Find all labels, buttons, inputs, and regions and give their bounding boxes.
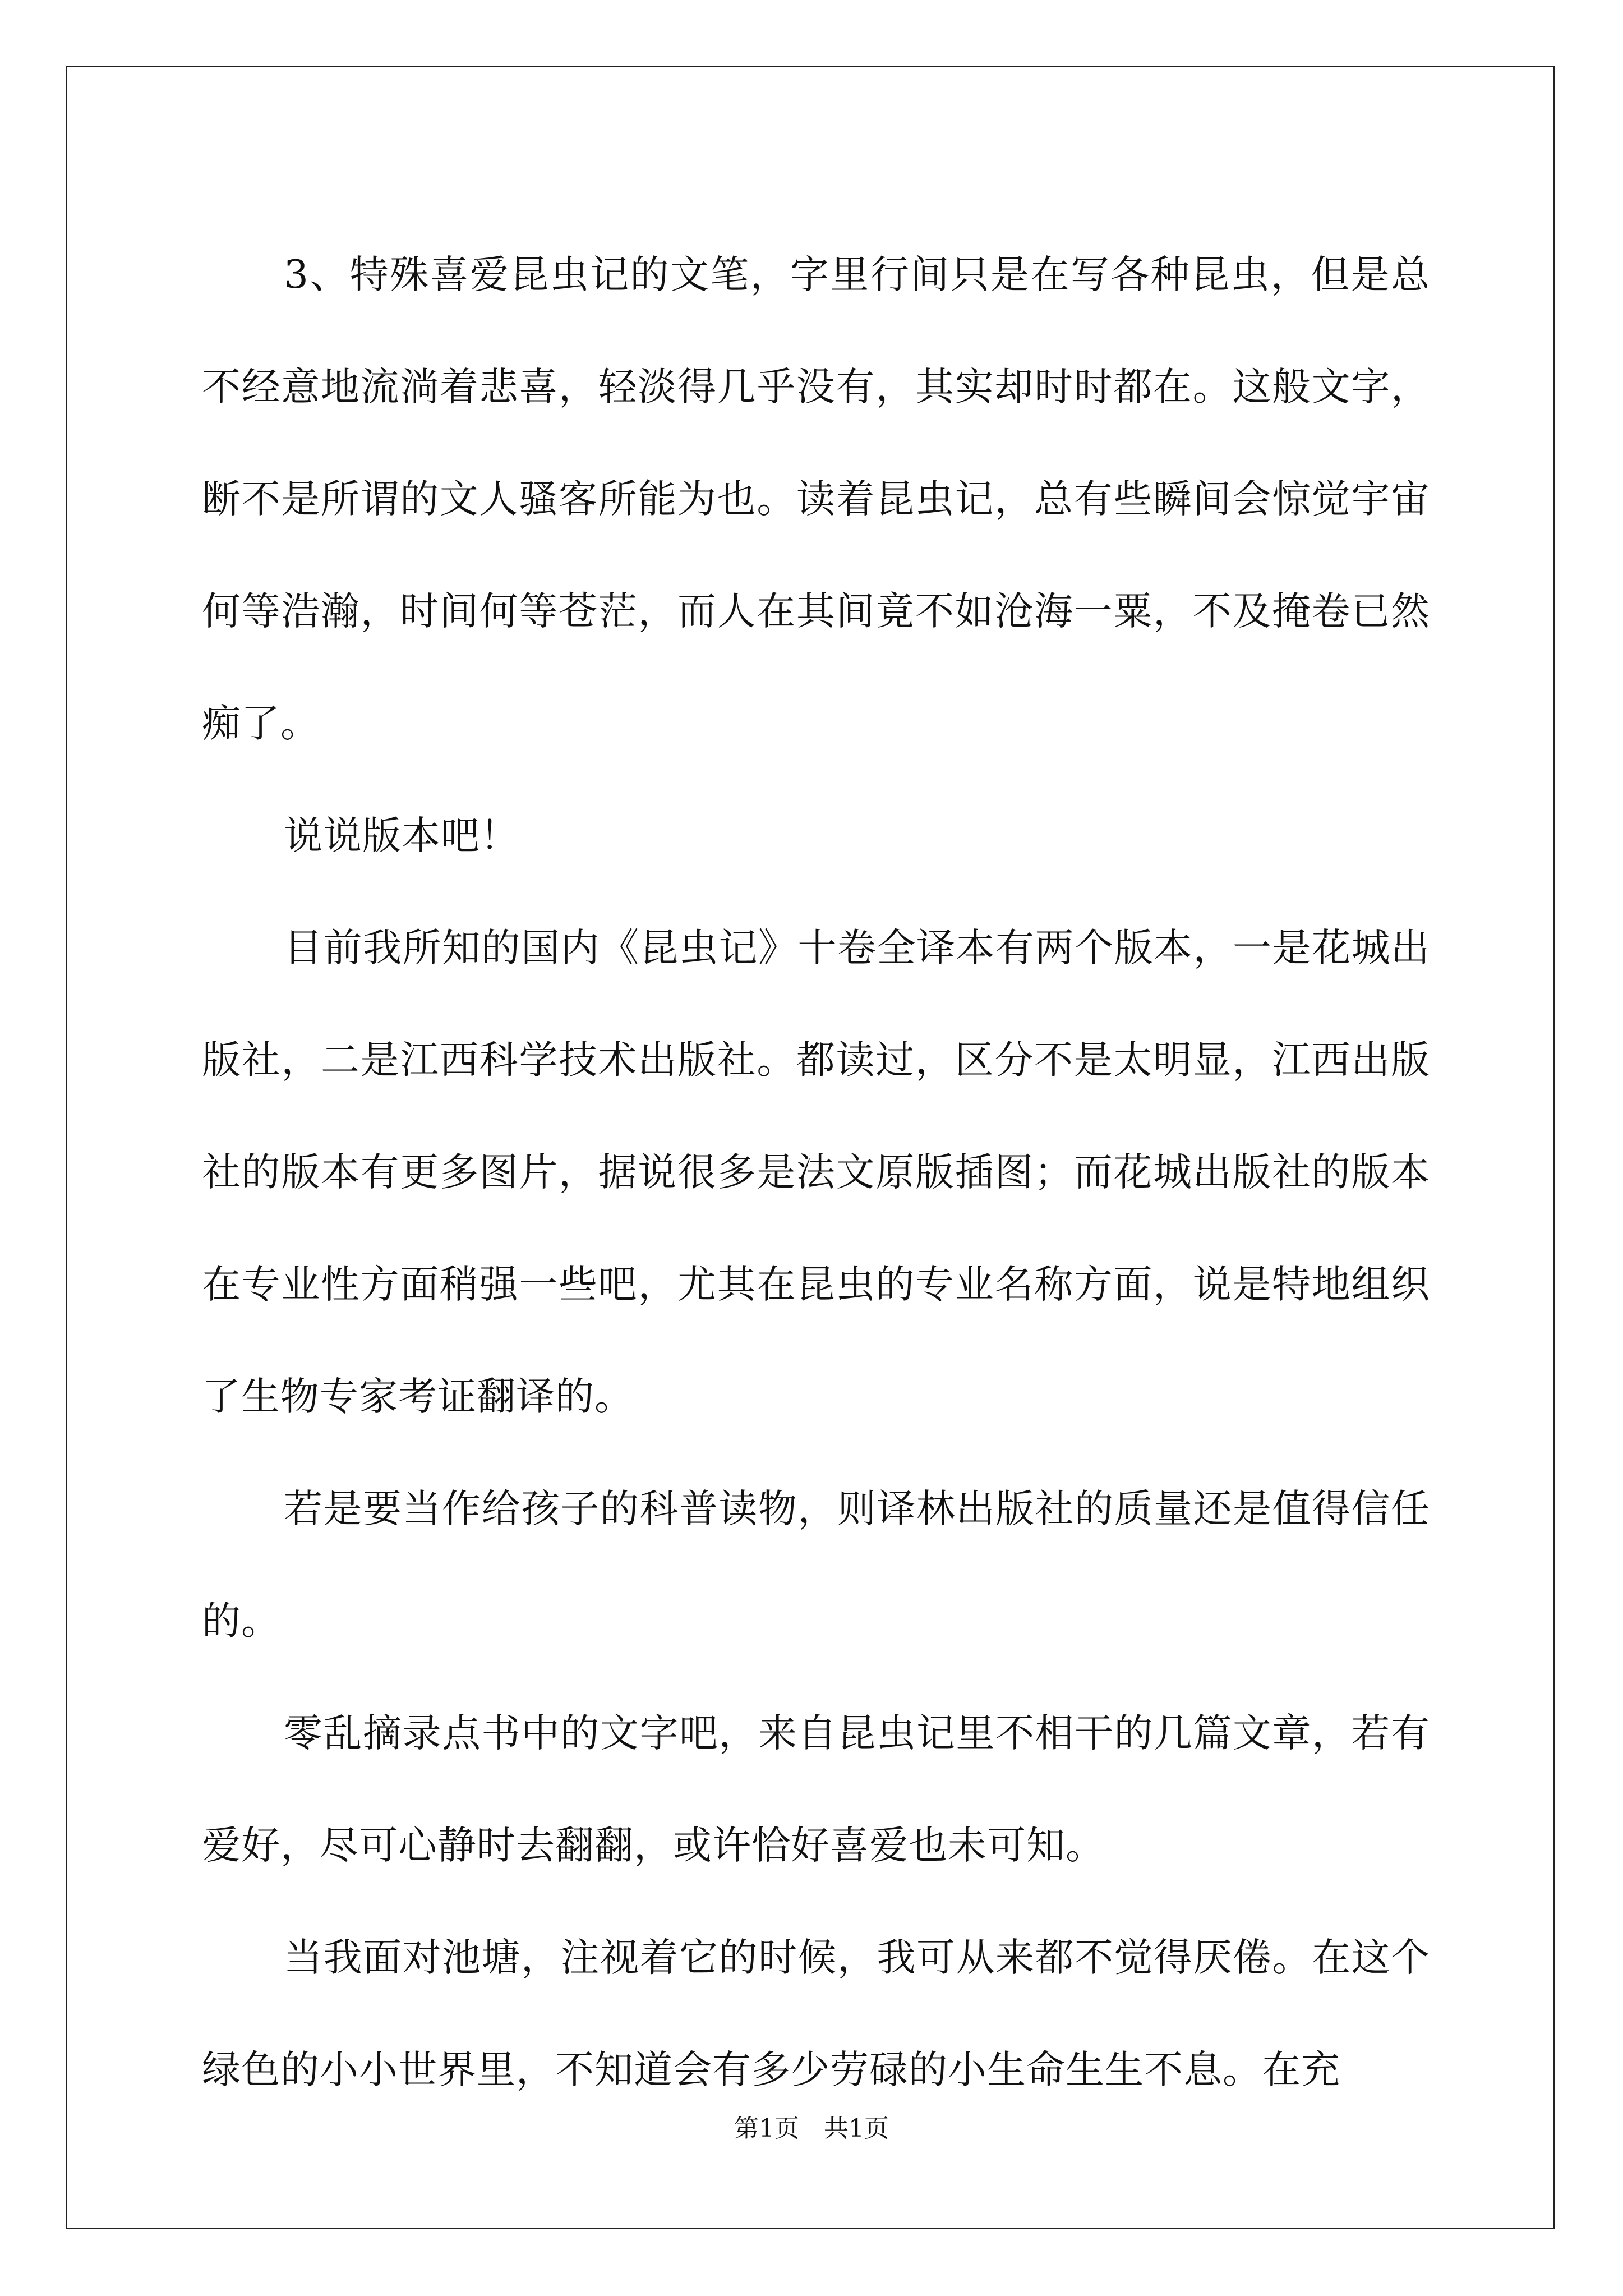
paragraph-3: 目前我所知的国内《昆虫记》十卷全译本有两个版本，一是花城出版社，二是江西科学技术出版社。都读过，区分不是太明显，江西出版社的版本有更多图片，据说很多是法文原版插图；而花城出版社的版本在专业性方面稍强一些吧，尤其在昆虫的专业名称方面，说是特地组织了生物专家考证翻译的。 <box>202 926 1430 1419</box>
paragraph-5: 零乱摘录点书中的文字吧，来自昆虫记里不相干的几篇文章，若有爱好，尽可心静时去翻翻，或许恰好喜爱也未可知。 <box>202 1711 1430 1868</box>
paragraph-2: 说说版本吧！ <box>284 813 519 858</box>
page-footer: 第1页 共1页 <box>734 2114 889 2143</box>
document-body <box>202 219 1430 2126</box>
paragraph-4: 若是要当作给孩子的科普读物，则译林出版社的质量还是值得信任的。 <box>202 1487 1430 1644</box>
paragraph-6: 当我面对池塘，注视着它的时候，我可从来都不觉得厌倦。在这个绿色的小小世界里，不知道会有多少劳碌的小生命生生不息。在充 <box>202 1935 1430 2092</box>
paragraph-1: 3、特殊喜爱昆虫记的文笔，字里行间只是在写各种昆虫，但是总不经意地流淌着悲喜，轻淡得几乎没有，其实却时时都在。这般文字，断不是所谓的文人骚客所能为也。读着昆虫记，总有些瞬间会惊觉宇宙何等浩瀚，时间何等苍茫，而人在其间竟不如沧海一粟，不及掩卷已然痴了。 <box>202 252 1430 746</box>
